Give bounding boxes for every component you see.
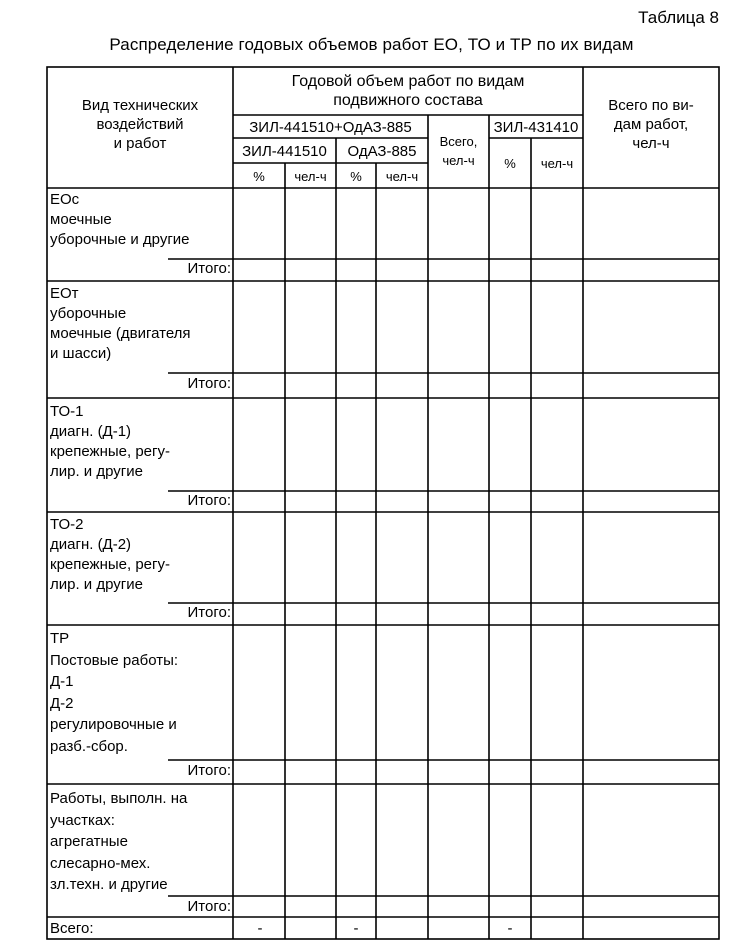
header-pct-2: % [350, 169, 362, 184]
grand-total-label: Всего: [50, 920, 94, 937]
section-to1-label: ТО-1 диагн. (Д-1) крепежные, регу- лир. и другие [50, 403, 170, 480]
table-number: Таблица 8 [638, 8, 719, 27]
header-total-by-kind: Всего по ви- дам работ, чел-ч [608, 97, 694, 152]
grand-total-dash-odaz885: - [353, 920, 359, 937]
header-vsego-chelch: Всего, чел-ч [439, 134, 478, 168]
header-chelch-3: чел-ч [540, 156, 574, 171]
grand-total-dash-zil441510: - [257, 920, 263, 937]
header-zil-431410: ЗИЛ-431410 [493, 119, 579, 136]
grand-total-dash-zil431410: - [507, 920, 513, 937]
section-workshops-label: Работы, выполн. на участках: агрегатные слесарно-мех. зл.техн. и другие [50, 790, 188, 893]
header-pct-3: % [504, 156, 516, 171]
header-work-type: Вид технических воздействий и работ [81, 97, 199, 152]
total-label-workshops: Итого: [187, 898, 231, 915]
section-eo-s-label: ЕОс моечные уборочные и другие [50, 191, 190, 248]
header-pct-1: % [253, 169, 265, 184]
header-chelch-1: чел-ч [294, 169, 327, 184]
section-to2-label: ТО-2 диагн. (Д-2) крепежные, регу- лир. и другие [50, 516, 170, 593]
total-label-eo-t: Итого: [187, 375, 231, 392]
section-eo-t-label: ЕОт уборочные моечные (двигателя и шасси) [50, 285, 191, 362]
table-title: Распределение годовых объемов работ ЕО, ТО и ТР по их видам [109, 35, 634, 54]
header-zil-441510: ЗИЛ-441510 [242, 143, 327, 160]
header-odaz-885: ОдАЗ-885 [347, 143, 417, 160]
header-chelch-2: чел-ч [385, 169, 419, 184]
total-label-tr: Итого: [187, 762, 231, 779]
total-label-to1: Итого: [187, 492, 231, 509]
header-zil-odaz-combo: ЗИЛ-441510+ОдАЗ-885 [249, 119, 412, 136]
total-label-to2: Итого: [187, 604, 231, 621]
total-label-eo-s: Итого: [187, 260, 231, 277]
section-tr-label: ТР Постовые работы: Д-1 Д-2 регулировочные и разб.-сбор. [50, 630, 179, 755]
header-annual-volume: Годовой объем работ по видам подвижного состава [291, 73, 525, 109]
